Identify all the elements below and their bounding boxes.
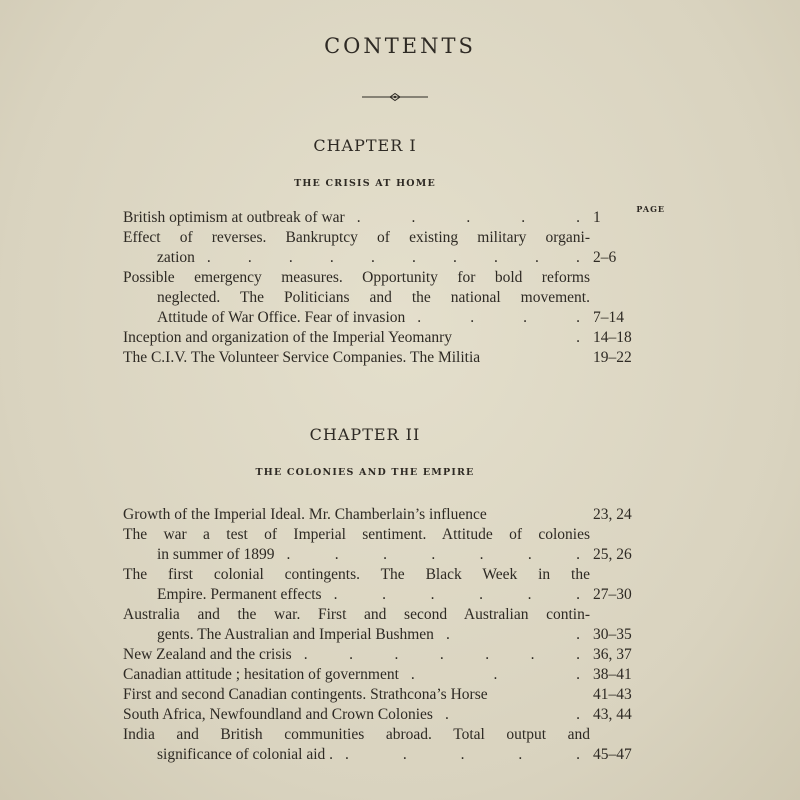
toc-entry-line xyxy=(123,565,668,585)
toc-entry-text: The first colonial contingents. The Black Week in the xyxy=(123,566,590,583)
toc-entry-text: zation xyxy=(157,249,195,266)
toc-entry xyxy=(123,685,668,705)
toc-entry-line xyxy=(123,525,668,545)
toc-entry-text: The war a test of Imperial sentiment. Attitude of colonies xyxy=(123,526,590,543)
page-column-header: PAGE xyxy=(636,204,665,214)
toc-entry xyxy=(123,328,668,348)
toc-entry-text: significance of colonial aid . xyxy=(157,746,334,763)
toc-entry-text: Effect of reverses. Bankruptcy of existing military organi- xyxy=(123,229,590,246)
toc-entry-text: Possible emergency measures. Opportunity for bold reforms xyxy=(123,269,590,286)
page-number: 2–6 xyxy=(593,249,617,266)
toc-entry xyxy=(123,505,668,525)
toc-entry xyxy=(123,665,668,685)
page-number: 25, 26 xyxy=(593,546,632,563)
leader-dots: . . . . . . . xyxy=(286,546,580,563)
toc-entry-text: Australia and the war. First and second Australian contin- xyxy=(123,606,590,623)
page-number: 23, 24 xyxy=(593,506,632,523)
contents-title: CONTENTS xyxy=(324,34,476,58)
toc-entry-line xyxy=(123,288,668,308)
toc-entry-text: Canadian attitude ; hesitation of government xyxy=(123,666,399,683)
toc-list xyxy=(123,505,668,765)
leader-dots: . . . . . xyxy=(345,746,580,763)
toc-entry xyxy=(123,645,668,665)
toc-entry-line xyxy=(123,745,668,765)
toc-entry-line xyxy=(123,545,668,565)
toc-entry-line xyxy=(123,645,668,665)
toc-entry-line xyxy=(123,248,668,268)
toc-entry xyxy=(123,605,668,645)
toc-entry-text: British optimism at outbreak of war xyxy=(123,209,345,226)
toc-entry xyxy=(123,705,668,725)
toc-entry-text: Empire. Permanent effects xyxy=(157,586,322,603)
toc-entry xyxy=(123,268,668,328)
toc-entry xyxy=(123,565,668,605)
leader-dots: . xyxy=(576,329,580,346)
leader-dots: . . xyxy=(444,706,580,723)
toc-entry-line xyxy=(123,505,668,525)
toc-entry-text: gents. The Australian and Imperial Bushmen xyxy=(157,626,434,643)
page-number: 1 xyxy=(593,209,601,226)
leader-dots: . . . . xyxy=(417,309,580,326)
toc-entry-line xyxy=(123,268,668,288)
toc-entry-line xyxy=(123,348,668,368)
page-number: 45–47 xyxy=(593,746,632,763)
page-number: 38–41 xyxy=(593,666,632,683)
toc-entry-text: Growth of the Imperial Ideal. Mr. Chamberlain’s influence xyxy=(123,506,487,523)
ornament-divider-icon xyxy=(360,92,430,102)
toc-entry xyxy=(123,525,668,565)
leader-dots: . . xyxy=(445,626,580,643)
toc-entry-line xyxy=(123,625,668,645)
chapter-subtitle: THE CRISIS AT HOME xyxy=(294,178,436,189)
toc-entry-text: India and British communities abroad. Total output and xyxy=(123,726,590,743)
toc-entry-text: First and second Canadian contingents. Strathcona’s Horse xyxy=(123,686,488,703)
toc-entry xyxy=(123,208,668,228)
leader-dots: . . . . . . . . . . xyxy=(206,249,580,266)
toc-entry-line xyxy=(123,725,668,745)
page-number: 19–22 xyxy=(593,349,632,366)
page-number: 7–14 xyxy=(593,309,624,326)
page-number: 36, 37 xyxy=(593,646,632,663)
page-number: 30–35 xyxy=(593,626,632,643)
toc-entry-text: Inception and organization of the Imperial Yeomanry xyxy=(123,329,452,346)
toc-entry xyxy=(123,228,668,268)
toc-entry-text: The C.I.V. The Volunteer Service Companies. The Militia xyxy=(123,349,481,366)
toc-entry-line xyxy=(123,665,668,685)
toc-entry-text: neglected. The Politicians and the national movement. xyxy=(157,289,590,306)
leader-dots: . . . . . . xyxy=(333,586,580,603)
page-number: 41–43 xyxy=(593,686,632,703)
toc-entry-line xyxy=(123,308,668,328)
chapter-subtitle: THE COLONIES AND THE EMPIRE xyxy=(255,467,475,478)
leader-dots: . . . xyxy=(410,666,580,683)
toc-entry-line xyxy=(123,605,668,625)
toc-entry-line xyxy=(123,328,668,348)
page-number: 27–30 xyxy=(593,586,632,603)
toc-entry-line xyxy=(123,228,668,248)
toc-entry-line xyxy=(123,585,668,605)
page-number: 14–18 xyxy=(593,329,632,346)
toc-entry-text: in summer of 1899 xyxy=(157,546,275,563)
toc-entry-text: South Africa, Newfoundland and Crown Colonies xyxy=(123,706,433,723)
toc-entry-line xyxy=(123,208,668,228)
toc-entry xyxy=(123,725,668,765)
toc-list xyxy=(123,208,668,368)
toc-entry-line xyxy=(123,705,668,725)
toc-entry xyxy=(123,348,668,368)
toc-entry-text: New Zealand and the crisis xyxy=(123,646,292,663)
page-number: 43, 44 xyxy=(593,706,632,723)
leader-dots: . . . . . xyxy=(356,209,580,226)
toc-entry-text: Attitude of War Office. Fear of invasion xyxy=(157,309,406,326)
chapter-heading: CHAPTER II xyxy=(309,425,421,444)
leader-dots: . . . . . . . xyxy=(303,646,580,663)
chapter-heading: CHAPTER I xyxy=(313,136,417,155)
toc-entry-line xyxy=(123,685,668,705)
